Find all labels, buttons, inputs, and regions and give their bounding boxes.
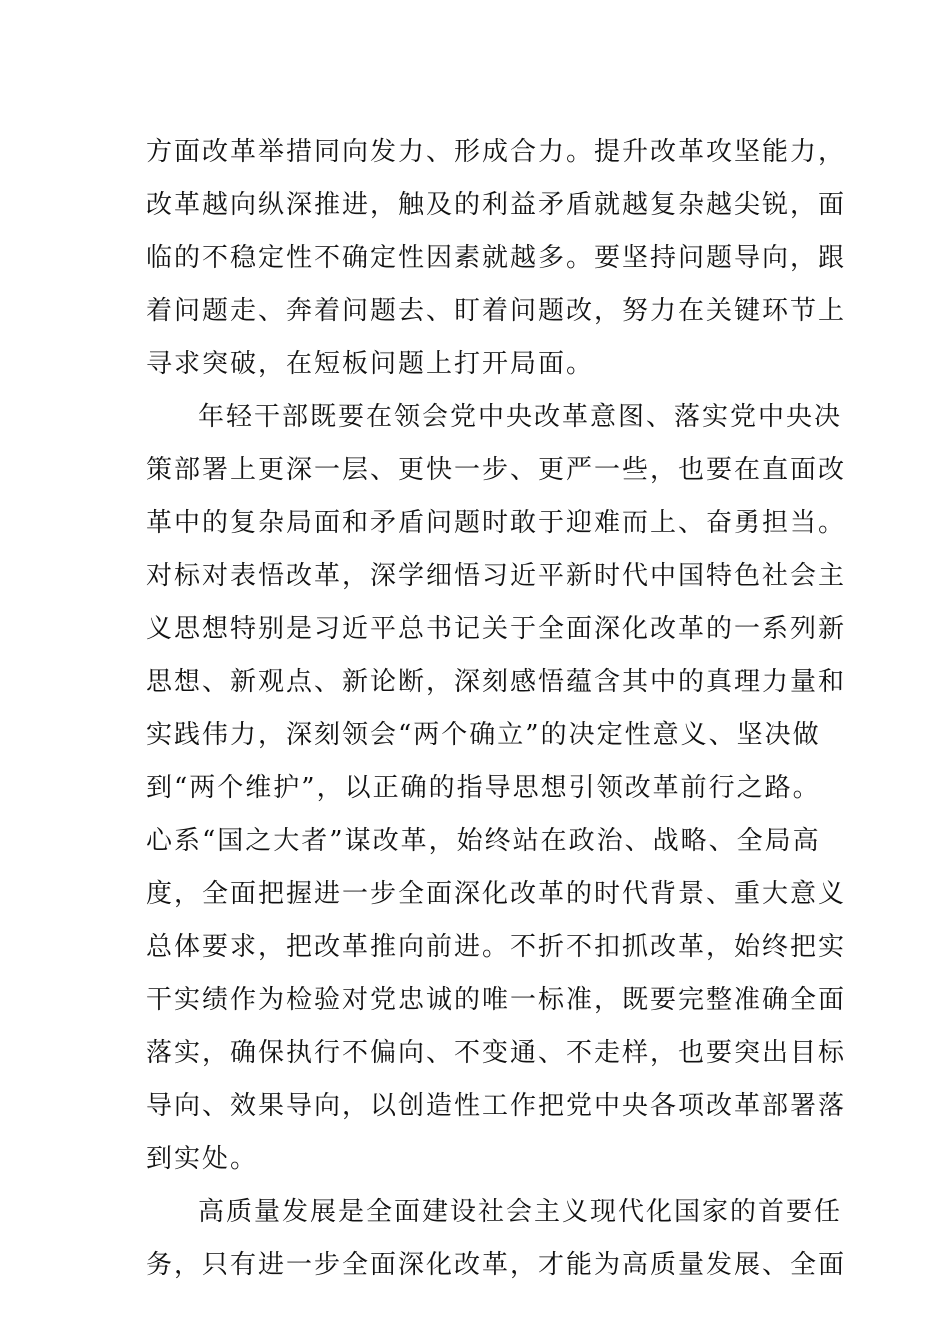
paragraph-2-line-14: 导向、效果导向，以创造性工作把党中央各项改革部署落	[146, 1091, 847, 1121]
paragraph-2-line-10: 度，全面把握进一步全面深化改革的时代背景、重大意义	[146, 879, 847, 909]
paragraph-2-line-9: 心系“国之大者”谋改革，始终站在政治、战略、全局高	[146, 826, 821, 856]
paragraph-1-line-1: 方面改革举措同向发力、形成合力。提升改革攻坚能力，	[146, 137, 847, 167]
paragraph-2-line-8: 到“两个维护”，以正确的指导思想引领改革前行之路。	[146, 773, 821, 803]
paragraph-2-line-4: 对标对表悟改革，深学细悟习近平新时代中国特色社会主	[146, 561, 847, 591]
paragraph-3-line-2: 务，只有进一步全面深化改革，才能为高质量发展、全面	[146, 1250, 847, 1280]
paragraph-2-line-6: 思想、新观点、新论断，深刻感悟蕴含其中的真理力量和	[146, 667, 847, 697]
paragraph-2-line-2: 策部署上更深一层、更快一步、更严一些，也要在直面改	[146, 455, 847, 485]
document-body	[146, 126, 847, 1292]
paragraph-2-line-1: 年轻干部既要在领会党中央改革意图、落实党中央决	[198, 402, 843, 432]
paragraph-1-line-3: 临的不稳定性不确定性因素就越多。要坚持问题导向，跟	[146, 243, 847, 273]
paragraph-1-line-2: 改革越向纵深推进，触及的利益矛盾就越复杂越尖锐，面	[146, 190, 847, 220]
paragraph-3-line-1: 高质量发展是全面建设社会主义现代化国家的首要任	[198, 1197, 843, 1227]
paragraph-2-line-15: 到实处。	[146, 1144, 259, 1174]
paragraph-2-line-7: 实践伟力，深刻领会“两个确立”的决定性意义、坚决做	[146, 720, 821, 750]
paragraph-2-line-12: 干实绩作为检验对党忠诚的唯一标准，既要完整准确全面	[146, 985, 847, 1015]
paragraph-2-line-13: 落实，确保执行不偏向、不变通、不走样，也要突出目标	[146, 1038, 847, 1068]
paragraph-2-line-11: 总体要求，把改革推向前进。不折不扣抓改革，始终把实	[146, 932, 847, 962]
paragraph-2-line-3: 革中的复杂局面和矛盾问题时敢于迎难而上、奋勇担当。	[146, 508, 847, 538]
paragraph-2-line-5: 义思想特别是习近平总书记关于全面深化改革的一系列新	[146, 614, 847, 644]
paragraph-1-line-4: 着问题走、奔着问题去、盯着问题改，努力在关键环节上	[146, 296, 847, 326]
paragraph-1-line-5: 寻求突破，在短板问题上打开局面。	[146, 349, 595, 379]
